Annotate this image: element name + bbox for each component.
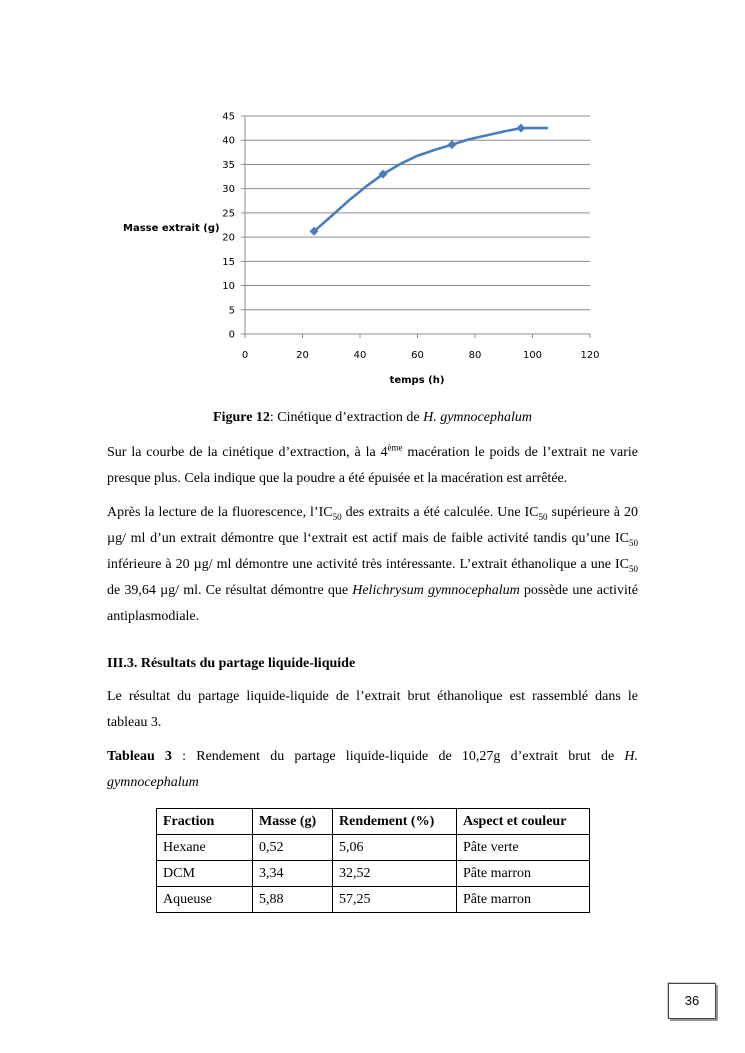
table-header-row xyxy=(157,809,590,835)
header-fraction: Fraction xyxy=(157,809,253,835)
table-cell: 0,52 xyxy=(253,835,333,861)
table-cell: 3,34 xyxy=(253,861,333,887)
table-cell: Hexane xyxy=(157,835,253,861)
paragraph-partition: Le résultat du partage liquide-liquide de l’extrait brut éthanolique est rassemblé dans le tableau 3. xyxy=(107,689,638,730)
x-tick-label: 120 xyxy=(580,350,600,361)
y-tick-label: 20 xyxy=(222,232,235,244)
x-tick-label: 40 xyxy=(353,350,367,361)
paragraph-extraction: Sur la courbe de la cinétique d’extraction, à la 4ème macération le poids de l’extrait ne varie presque plus. Cela indique que la poudre a été épuisée et la macération est arrêtée. xyxy=(107,442,638,486)
section-heading: III.3. Résultats du partage liquide-liquide xyxy=(107,656,356,671)
data-point xyxy=(517,124,526,133)
table-cell: 5,88 xyxy=(253,887,333,913)
y-tick-label: 25 xyxy=(222,208,235,220)
table-cell: Aqueuse xyxy=(157,887,253,913)
y-tick-label: 5 xyxy=(228,305,235,317)
results-table xyxy=(156,808,590,913)
x-tick-label: 80 xyxy=(468,350,482,361)
figure-caption-text: : Cinétique d’extraction de xyxy=(269,410,424,425)
table-cell: 32,52 xyxy=(333,861,457,887)
x-axis-label: temps (h) xyxy=(389,375,445,386)
data-point xyxy=(448,140,457,149)
x-tick-label: 100 xyxy=(522,350,543,361)
table-row xyxy=(157,835,590,861)
y-axis-label: Masse extrait (g) xyxy=(123,223,220,234)
page-number: 36 xyxy=(668,983,716,1019)
y-tick-label: 15 xyxy=(222,256,235,268)
table-cell: 57,25 xyxy=(333,887,457,913)
header-rendement: Rendement (%) xyxy=(333,809,457,835)
table-cell: 5,06 xyxy=(333,835,457,861)
header-aspect: Aspect et couleur xyxy=(457,809,590,835)
series-line xyxy=(314,128,547,231)
y-tick-label: 0 xyxy=(228,329,235,341)
table-row xyxy=(157,861,590,887)
figure-caption xyxy=(0,410,745,426)
table-cell: Pâte marron xyxy=(457,887,590,913)
y-tick-label: 45 xyxy=(222,111,235,123)
x-tick-label: 20 xyxy=(296,350,309,361)
x-tick-label: 0 xyxy=(241,350,249,361)
table-cell: Pâte marron xyxy=(457,861,590,887)
figure-label: Figure 12 xyxy=(213,410,270,425)
header-masse: Masse (g) xyxy=(253,809,333,835)
table-cell: DCM xyxy=(157,861,253,887)
table-caption: Tableau 3 : Rendement du partage liquide-liquide de 10,27g d’extrait brut de H. gymnocephalum xyxy=(107,749,638,790)
paragraph-ic50: Après la lecture de la fluorescence, $l’IC_{50}$ des extraits a été calculée. Une $IC_{50}$ supérieure à 20 µg/ ml d’un extrait démontre que l‘extrait est actif mais de faible activité tandis qu’une $IC_{50}$ inférieure à 20 µg/ ml démontre une activité très intéressante. L’extrait éthanolique a une $IC_{50}$ de 39,64 µg/ ml. Ce résultat démontre que Helichrysum gymnocephalum possède une activité antiplasmodiale. xyxy=(107,505,638,624)
y-tick-label: 30 xyxy=(222,184,235,196)
x-tick-label: 60 xyxy=(411,350,424,361)
y-tick-label: 10 xyxy=(222,281,235,293)
extraction-kinetics-chart xyxy=(0,0,745,400)
table-cell: Pâte verte xyxy=(457,835,590,861)
table-row xyxy=(157,887,590,913)
y-tick-label: 40 xyxy=(222,135,235,147)
figure-species: H. gymnocephalum xyxy=(423,410,532,425)
y-tick-label: 35 xyxy=(222,159,235,171)
